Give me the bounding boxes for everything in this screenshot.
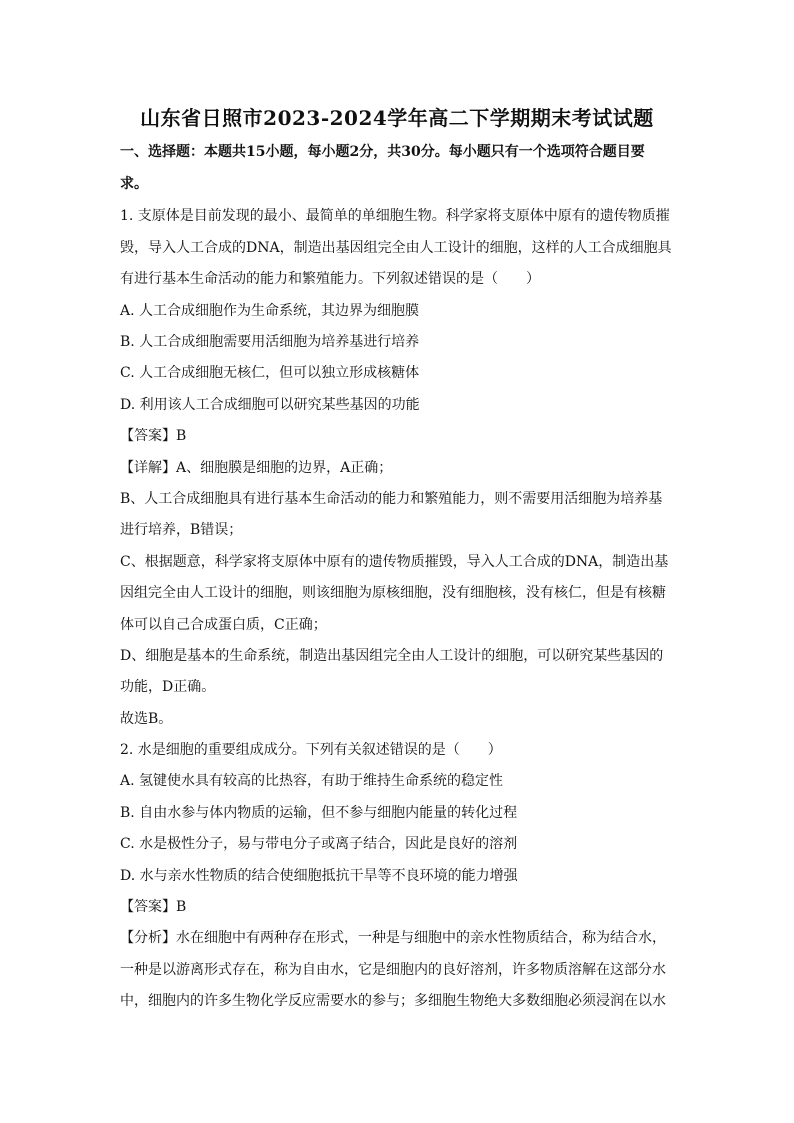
q1-option-b: B. 人工合成细胞需要用活细胞为培养基进行培养 (120, 334, 420, 350)
q1-option-d: D. 利用该人工合成细胞可以研究某些基因的功能 (120, 397, 420, 413)
q1-explanation-line-4: C、根据题意，科学家将支原体中原有的遗传物质摧毁，导入人工合成的DNA，制造出基 (120, 554, 669, 570)
q2-analysis-line-1: 【分析】水在细胞中有两种存在形式，一种是与细胞中的亲水性物质结合，称为结合水， (120, 930, 666, 946)
document-title: 山东省日照市2023-2024学年高二下学期期末考试试题 (140, 106, 654, 130)
q1-stem-line-3: 有进行基本生命活动的能力和繁殖能力。下列叙述错误的是（ ） (120, 271, 540, 287)
q1-explanation-line-9: 故选B。 (120, 711, 173, 727)
q1-explanation-line-2: B、人工合成细胞具有进行基本生命活动的能力和繁殖能力，则不需要用活细胞为培养基 (120, 491, 663, 507)
q2-option-a: A. 氢键使水具有较高的比热容，有助于维持生命系统的稳定性 (120, 773, 504, 789)
q2-option-b: B. 自由水参与体内物质的运输，但不参与细胞内能量的转化过程 (120, 805, 518, 821)
q2-stem-line-1: 2. 水是细胞的重要组成成分。下列有关叙述错误的是（ ） (120, 742, 502, 758)
q2-analysis-line-2: 一种是以游离形式存在，称为自由水，它是细胞内的良好溶剂，许多物质溶解在这部分水 (120, 962, 666, 978)
q1-option-c: C. 人工合成细胞无核仁，但可以独立形成核糖体 (120, 365, 420, 381)
q2-option-d: D. 水与亲水性物质的结合使细胞抵抗干旱等不良环境的能力增强 (120, 868, 518, 884)
q1-explanation-line-6: 体可以自己合成蛋白质，C正确； (120, 617, 327, 633)
q1-answer: 【答案】B (120, 428, 187, 444)
q1-explanation-line-1: 【详解】A、细胞膜是细胞的边界，A正确； (120, 460, 393, 476)
q1-explanation-line-5: 因组完全由人工设计的细胞，则该细胞为原核细胞，没有细胞核，没有核仁，但是有核糖 (120, 585, 666, 601)
section-heading-line-2: 求。 (120, 176, 148, 192)
section-heading-line-1: 一、选择题：本题共15小题，每小题2分，共30分。每小题只有一个选项符合题目要 (120, 144, 645, 160)
q1-explanation-line-7: D、细胞是基本的生命系统，制造出基因组完全由人工设计的细胞，可以研究某些基因的 (120, 648, 664, 664)
q1-option-a: A. 人工合成细胞作为生命系统，其边界为细胞膜 (120, 303, 420, 319)
q1-explanation-line-3: 进行培养，B错误； (120, 522, 243, 538)
q2-analysis-line-3: 中，细胞内的许多生物化学反应需要水的参与；多细胞生物绝大多数细胞必须浸润在以水 (120, 993, 666, 1009)
q1-stem-line-1: 1. 支原体是目前发现的最小、最简单的单细胞生物。科学家将支原体中原有的遗传物质摧 (120, 208, 670, 224)
q1-stem-line-2: 毁，导入人工合成的DNA，制造出基因组完全由人工设计的细胞，这样的人工合成细胞具 (120, 240, 672, 256)
q1-explanation-line-8: 功能，D正确。 (120, 679, 216, 695)
q2-option-c: C. 水是极性分子，易与带电分子或离子结合，因此是良好的溶剂 (120, 836, 518, 852)
q2-answer: 【答案】B (120, 899, 187, 915)
